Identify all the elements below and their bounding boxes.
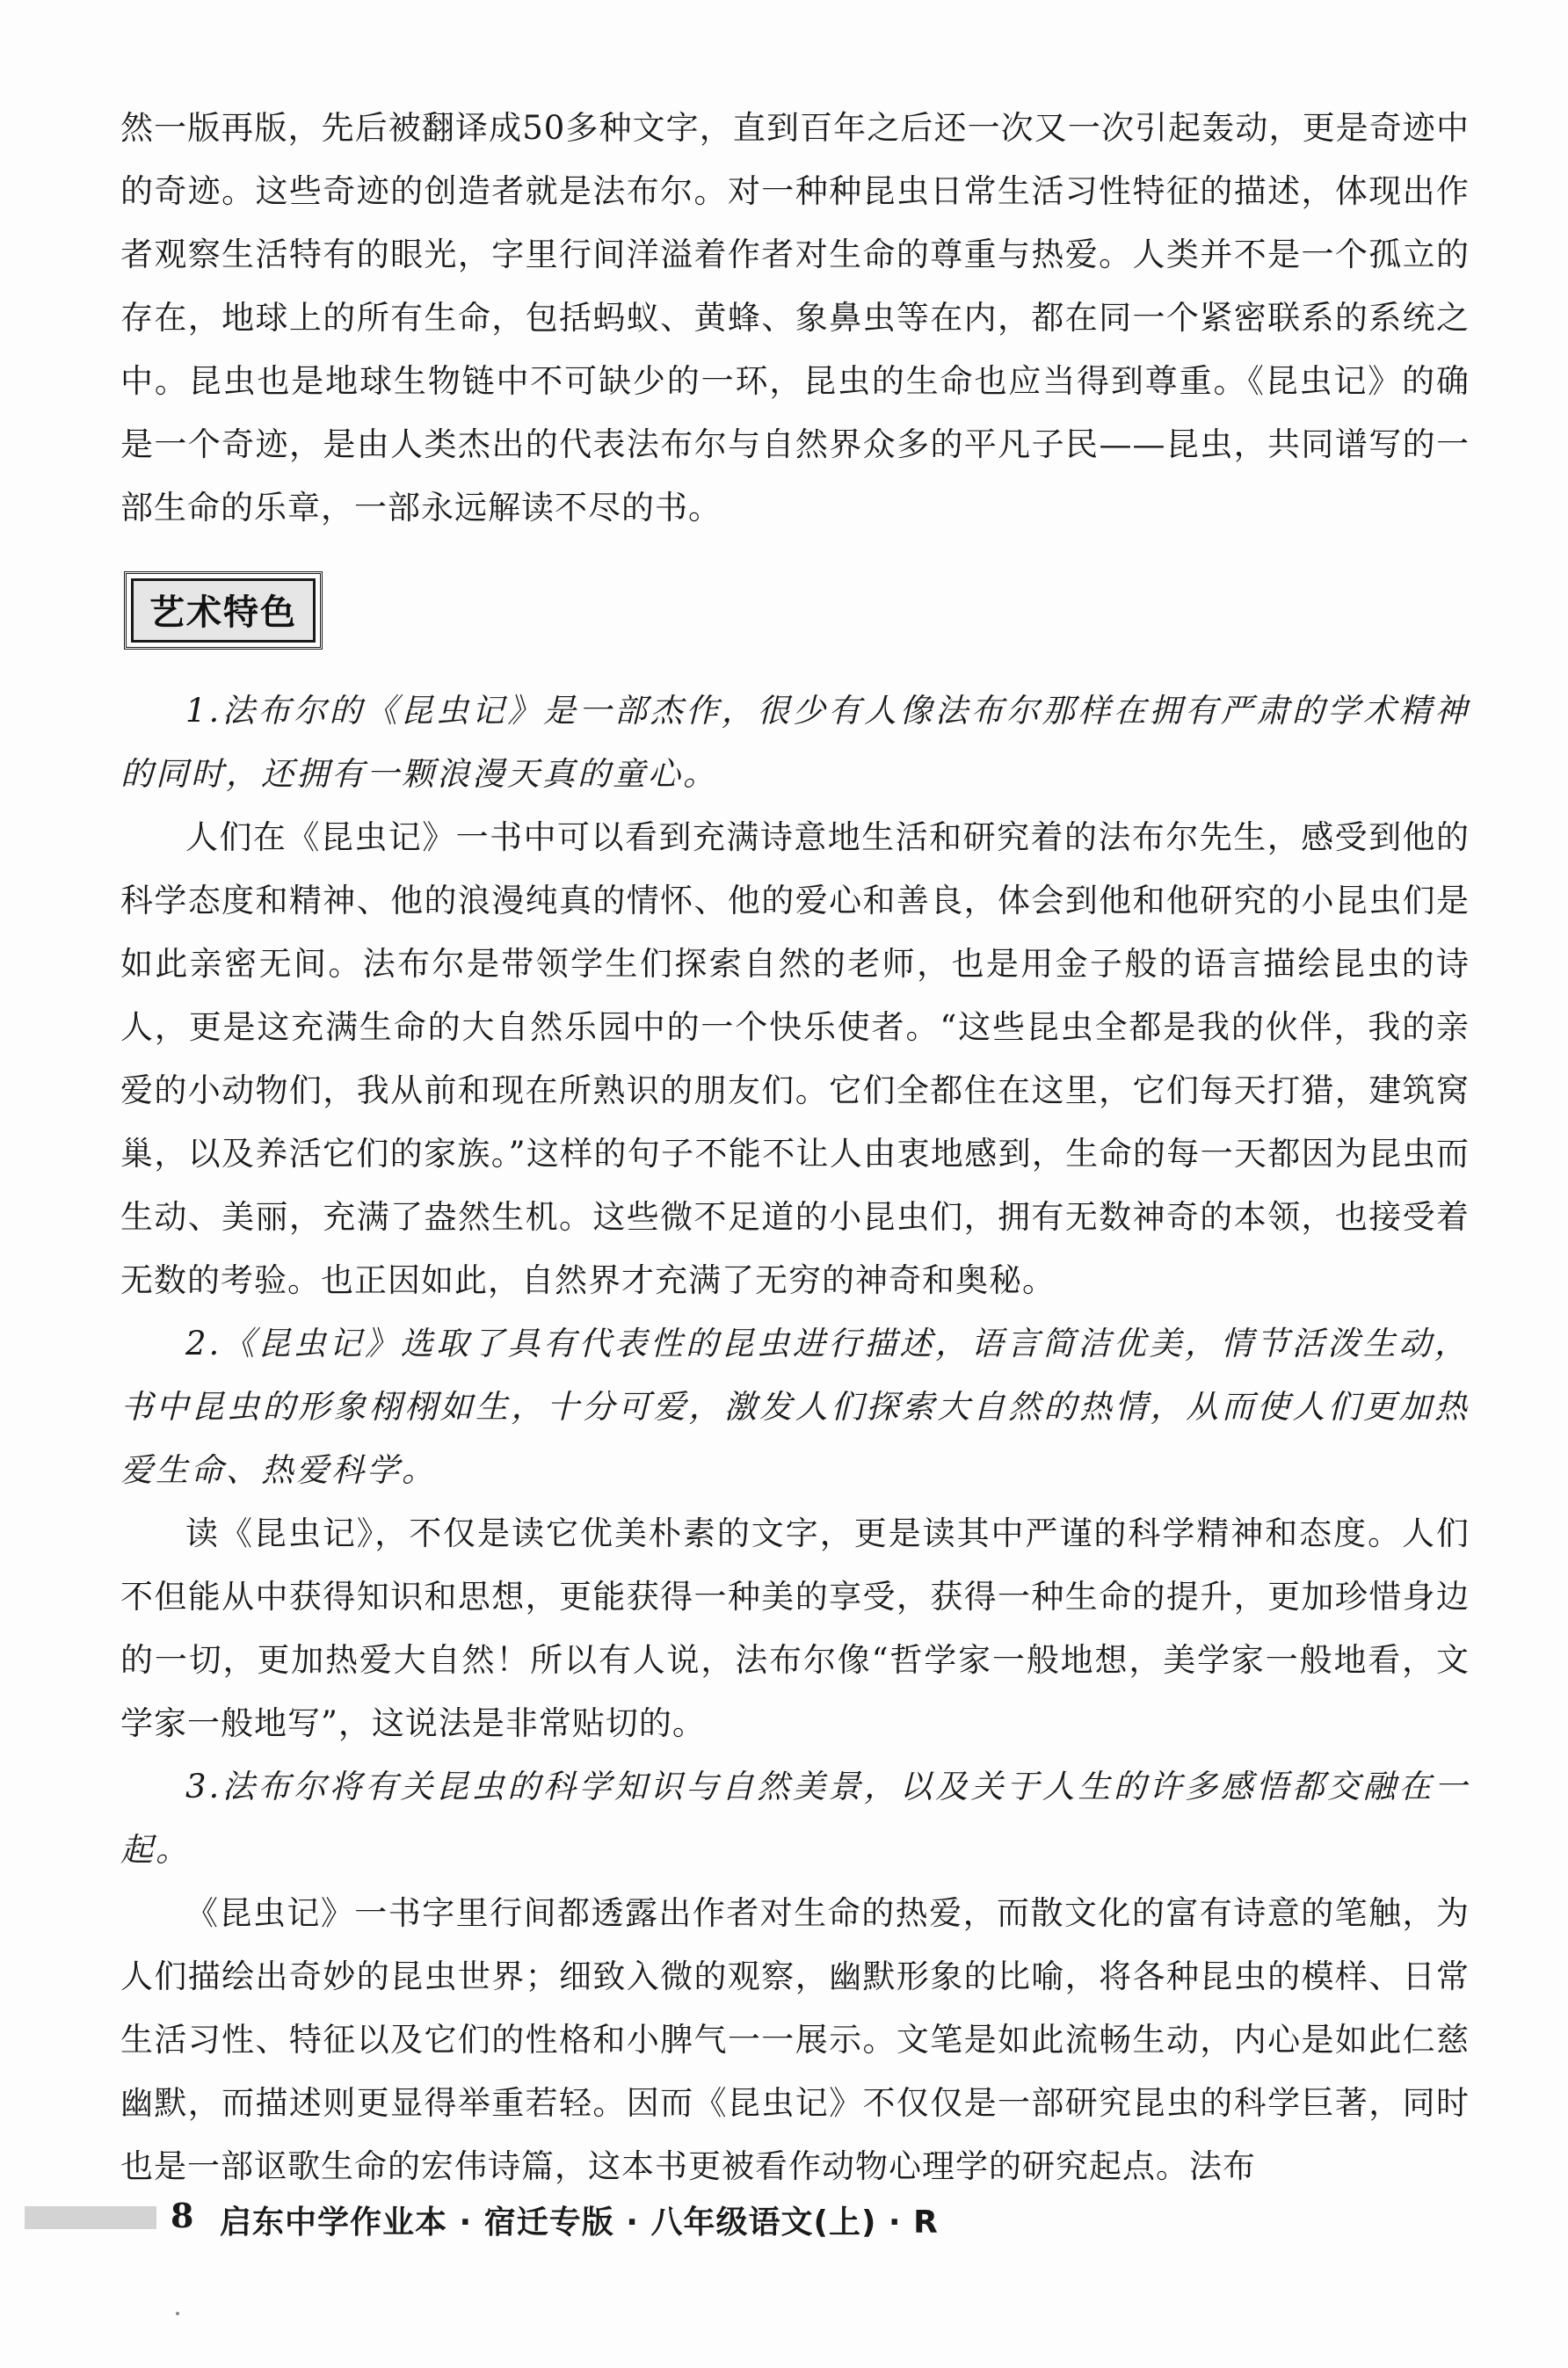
key-point-3: 3.法布尔将有关昆虫的科学知识与自然美景，以及关于人生的许多感悟都交融在一起。	[120, 1768, 1470, 1869]
body-paragraph-2: 人们在《昆虫记》一书中可以看到充满诗意地生活和研究着的法布尔先生，感受到他的科学态度和精神、他的浪漫纯真的情怀、他的爱心和善良，体会到他和他研究的小昆虫们是如此亲密无间。法布尔是带领学生们探索自然的老师，也是用金子般的语言描绘昆虫的诗人，更是这充满生命的大自然乐园中的一个快乐使者。“这些昆虫全都是我的伙伴，我的亲爱的小动物们，我从前和现在所熟识的朋友们。它们全都住在这里，它们每天打猎，建筑窝巢，以及养活它们的家族。”这样的句子不能不让人由衷地感到，生命的每一天都因为昆虫而生动、美丽，充满了盎然生机。这些微不足道的小昆虫们，拥有无数神奇的本领，也接受着无数的考验。也正因如此，自然界才充满了无穷的神奇和奥秘。	[120, 818, 1470, 1299]
key-point-1: 1.法布尔的《昆虫记》是一部杰作，很少有人像法布尔那样在拥有严肃的学术精神的同时，还拥有一颗浪漫天真的童心。	[120, 692, 1470, 793]
section-title-badge: 艺术特色	[131, 578, 316, 643]
key-point-2: 2.《昆虫记》选取了具有代表性的昆虫进行描述，语言简洁优美，情节活泼生动，书中昆虫的形象栩栩如生，十分可爱，激发人们探索大自然的热情，从而使人们更加热爱生命、热爱科学。	[120, 1325, 1470, 1489]
book-title: 启东中学作业本 · 宿迁专版 · 八年级语文(上) · R	[220, 2205, 939, 2241]
page-footer	[0, 2190, 1568, 2243]
page-content	[120, 97, 1470, 2198]
body-paragraph-1: 然一版再版，先后被翻译成50多种文字，直到百年之后还一次又一次引起轰动，更是奇迹中的奇迹。这些奇迹的创造者就是法布尔。对一种种昆虫日常生活习性特征的描述，体现出作者观察生活特有的眼光，字里行间洋溢着作者对生命的尊重与热爱。人类并不是一个孤立的存在，地球上的所有生命，包括蚂蚁、黄蜂、象鼻虫等在内，都在同一个紧密联系的系统之中。昆虫也是地球生物链中不可缺少的一环，昆虫的生命也应当得到尊重。《昆虫记》的确是一个奇迹，是由人类杰出的代表法布尔与自然界众多的平凡子民——昆虫，共同谱写的一部生命的乐章，一部永远解读不尽的书。	[120, 109, 1470, 527]
footer-gray-bar	[25, 2206, 156, 2229]
page-number: 8	[171, 2196, 194, 2235]
body-paragraph-3: 读《昆虫记》，不仅是读它优美朴素的文字，更是读其中严谨的科学精神和态度。人们不但能从中获得知识和思想，更能获得一种美的享受，获得一种生命的提升，更加珍惜身边的一切，更加热爱大自然！所以有人说，法布尔像“哲学家一般地想，美学家一般地看，文学家一般地写”，这说法是非常贴切的。	[120, 1515, 1470, 1742]
body-paragraph-4: 《昆虫记》一书字里行间都透露出作者对生命的热爱，而散文化的富有诗意的笔触，为人们描绘出奇妙的昆虫世界；细致入微的观察，幽默形象的比喻，将各种昆虫的模样、日常生活习性、特征以及它们的性格和小脾气一一展示。文笔是如此流畅生动，内心是如此仁慈幽默，而描述则更显得举重若轻。因而《昆虫记》不仅仅是一部研究昆虫的科学巨著，同时也是一部讴歌生命的宏伟诗篇，这本书更被看作动物心理学的研究起点。法布	[120, 1894, 1470, 2185]
scan-speck	[176, 2312, 179, 2315]
